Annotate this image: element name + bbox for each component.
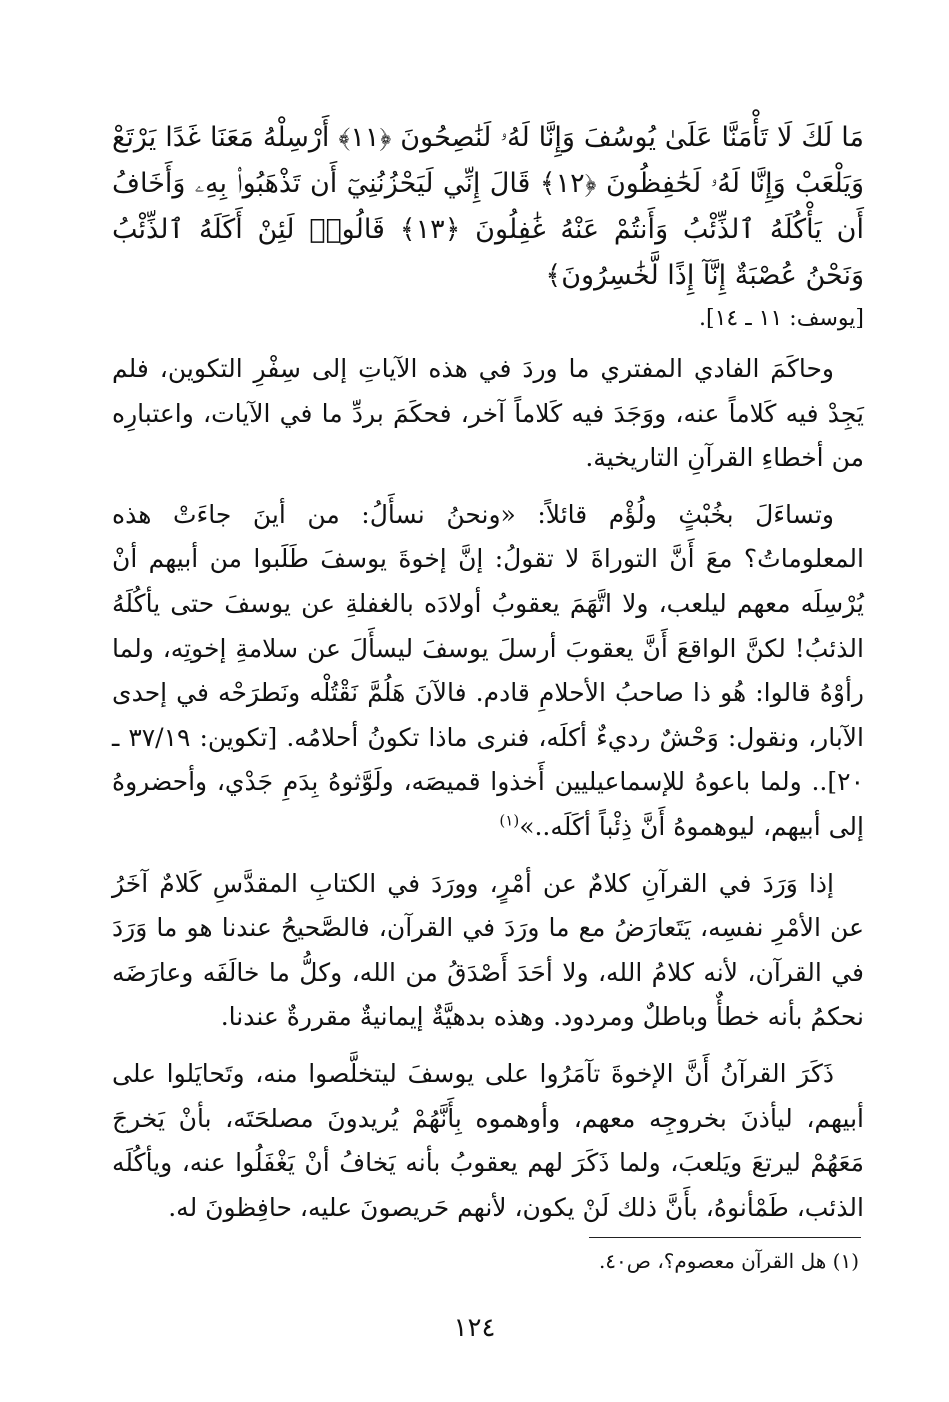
quran-verses: مَا لَكَ لَا تَأْمَنَّا عَلَىٰ يُوسُفَ وَإِنَّا لَهُۥ لَنَٰصِحُونَ ﴿١١﴾ أَرْسِلْهُ مَعَنَا غَدًا يَرْتَعْ وَيَلْعَبْ وَإِنَّا لَهُۥ لَحَٰفِظُونَ ﴿١٢﴾ قَالَ إِنِّي لَيَحْزُنُنِيٓ أَن تَذْهَبُوا۟ بِهِۦ وَأَخَافُ أَن يَأْكُلَهُ ٱلذِّئْبُ وَأَنتُمْ عَنْهُ غَٰفِلُونَ ﴿١٣﴾ قَالُوا۟ لَئِنْ أَكَلَهُ ٱلذِّئْبُ وَنَحْنُ عُصْبَةٌ إِنَّآ إِذًا لَّخَٰسِرُونَ﴾ [112,122,864,291]
footnote-marker: (١) [499,811,520,830]
paragraph-1: وحاكَمَ الفادي المفتري ما وردَ في هذه الآياتِ إلى سِفْرِ التكوين، فلم يَجِدْ فيه كَلاماً عنه، ووَجَدَ فيه كَلاماً آخر، فحكَمَ بردِّ ما في الآيات، واعتبارِه من أخطاءِ القرآنِ التاريخية. [112,354,864,473]
paragraph-3: إذا وَرَدَ في القرآنِ كلامٌ عن أمْرٍ، وورَدَ في الكتابِ المقدَّسِ كَلامٌ آخَرُ عن الأمْرِ نفسِه، يَتَعارَضُ مع ما ورَدَ في القرآن، فالصَّحيحُ عندنا هو ما وَرَدَ في القرآن، لأنه كلامُ الله، ولا أحَدَ أَصْدَقُ من الله، وكلُّ ما خالَفَه وعارَضَه نحكمُ بأنه خطأٌ وباطلٌ ومردود. وهذه بدهيَّةٌ إيمانيةٌ مقررةٌ عندنا. [112,868,864,1032]
paragraph-2 [112,493,864,850]
footnote-divider [589,1237,861,1238]
paragraph-2-text: وتساءَلَ بخُبْثٍ ولُؤْم قائلاً: «ونحنُ نسأَلُ: من أينَ جاءَتْ هذه المعلوماتُ؟ معَ أَنَّ التوراةَ لا تقولُ: إنَّ إخوةَ يوسفَ طَلَبوا من أبيهم أنْ يُرْسِلَه معهم ليلعب، ولا اتَّهَمَ يعقوبُ أولادَه بالغفلةِ عن يوسفَ حتى يأكُلَهُ الذئبُ! لكنَّ الواقعَ أَنَّ يعقوبَ أرسلَ يوسفَ ليسأَلَ عن سلامةِ إخوتِه، ولما رأوْهُ قالوا: هُو ذا صاحبُ الأحلامِ قادم. فالآنَ هَلُمَّ نَقْتُلْه ونَطرَحْه في إحدى الآبار، ونقول: وَحْشٌ رديءٌ أكلَه، فنرى ماذا تكونُ أحلامُه. [تكوين: ٣٧/١٩ ـ ٢٠].. ولما باعوهُ للإسماعيليين أَخذوا قميصَه، ولَوَّثوهُ بِدَمِ جَدْي، وأحضروهُ إلى أبيهم، ليوهموهُ أَنَّ ذِئْباً أكَلَه..» [112,499,864,841]
paragraph-4: ذَكَرَ القرآنُ أَنَّ الإخوةَ تآمَرُوا على يوسفَ ليتخلَّصوا منه، وتَحايَلوا على أبيهم، ليأذنَ بخروجِه معهم، وأوهموه بِأَنَّهُمْ يُريدونَ مصلحَتَه، بأنْ يَخرجَ مَعَهُمْ ليرتعَ ويَلعبَ، ولما ذَكَرَ لهم يعقوبُ بأنه يَخافُ أنْ يَغْفَلُوا عنه، ويأكُلَه الذئب، طَمْأنوهُ، بأَنَّ ذلك لَنْ يكون، لأنهم حَريصونَ عليه، حافِظونَ له. [112,1058,864,1222]
footnote: (١) هل القرآن معصوم؟، ص٤٠. [598,1249,859,1273]
quran-reference: [يوسف: ١١ ـ ١٤]. [699,306,864,331]
page-body [112,115,864,1230]
page-number: ١٢٤ [453,1313,496,1343]
